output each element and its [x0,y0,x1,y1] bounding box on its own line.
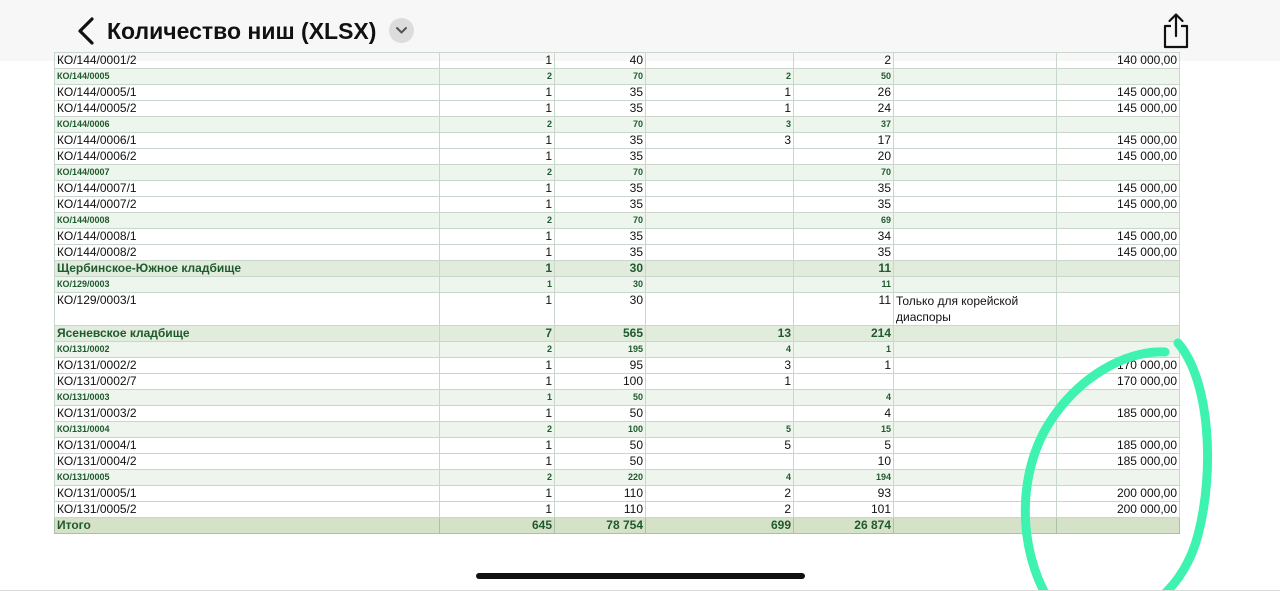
cell-capacity[interactable]: 35 [555,101,646,117]
cell-price[interactable]: 145 000,00 [1057,149,1180,165]
table-row [55,181,1180,197]
table-row [55,149,1180,165]
cell-code[interactable]: КО/131/0005/1 [55,486,440,502]
cell-occupied[interactable]: 4 [646,470,794,486]
cell-price[interactable] [1057,117,1180,133]
cell-free[interactable]: 214 [794,326,894,342]
cell-note[interactable] [894,229,1057,245]
cell-code[interactable]: КО/131/0002/2 [55,358,440,374]
cell-price[interactable]: 145 000,00 [1057,181,1180,197]
cell-count[interactable]: 1 [440,374,555,390]
cell-occupied[interactable]: 1 [646,85,794,101]
cell-code[interactable]: КО/144/0008/1 [55,229,440,245]
cell-code[interactable]: КО/131/0005 [55,470,440,486]
cell-note[interactable]: Только для корейской диаспоры [894,293,1057,326]
document-title: Количество ниш (XLSX) [107,18,377,44]
cell-note[interactable] [894,133,1057,149]
cell-count[interactable]: 1 [440,277,555,293]
table-row [55,245,1180,261]
cell-note[interactable] [894,117,1057,133]
cell-count[interactable]: 2 [440,69,555,85]
cell-price[interactable] [1057,422,1180,438]
table-row [55,85,1180,101]
cell-note[interactable] [894,213,1057,229]
share-button[interactable] [1160,12,1192,50]
cell-note[interactable] [894,470,1057,486]
cell-occupied[interactable]: 5 [646,438,794,454]
table-row [55,293,1180,326]
cell-price[interactable] [1057,213,1180,229]
cell-free[interactable]: 1 [794,358,894,374]
cell-count[interactable]: 1 [440,85,555,101]
section-row [55,261,1180,277]
cell-code[interactable]: КО/144/0006/1 [55,133,440,149]
cell-occupied[interactable]: 699 [646,518,794,534]
cell-price[interactable] [1057,326,1180,342]
cell-code[interactable]: КО/131/0004 [55,422,440,438]
cell-count[interactable]: 1 [440,293,555,326]
cell-occupied[interactable]: 1 [646,101,794,117]
cell-count[interactable]: 1 [440,229,555,245]
cell-count[interactable]: 1 [440,245,555,261]
cell-capacity[interactable]: 110 [555,502,646,518]
cell-capacity[interactable]: 35 [555,245,646,261]
cell-price[interactable]: 145 000,00 [1057,245,1180,261]
table-row [55,197,1180,213]
spreadsheet-view[interactable] [0,53,1280,591]
cell-free[interactable]: 1 [794,342,894,358]
cell-occupied[interactable] [646,229,794,245]
cell-note[interactable] [894,486,1057,502]
cell-count[interactable]: 1 [440,358,555,374]
cell-code[interactable]: КО/131/0004/2 [55,454,440,470]
cell-note[interactable] [894,390,1057,406]
cell-note[interactable] [894,197,1057,213]
cell-price[interactable]: 140 000,00 [1057,53,1180,69]
cell-note[interactable] [894,101,1057,117]
cell-count[interactable]: 645 [440,518,555,534]
cell-capacity[interactable]: 40 [555,53,646,69]
cell-occupied[interactable] [646,261,794,277]
cell-count[interactable]: 1 [440,390,555,406]
cell-occupied[interactable]: 3 [646,117,794,133]
cell-free[interactable]: 35 [794,181,894,197]
cell-note[interactable] [894,342,1057,358]
cell-free[interactable]: 24 [794,101,894,117]
table-row [55,502,1180,518]
cell-capacity[interactable]: 35 [555,181,646,197]
cell-price[interactable]: 185 000,00 [1057,406,1180,422]
cell-capacity[interactable]: 50 [555,390,646,406]
cell-capacity[interactable]: 70 [555,165,646,181]
cell-note[interactable] [894,406,1057,422]
cell-free[interactable]: 17 [794,133,894,149]
cell-code[interactable]: Ясеневское кладбище [55,326,440,342]
cell-free[interactable]: 93 [794,486,894,502]
cell-free[interactable]: 26 [794,85,894,101]
cell-code[interactable]: КО/144/0006 [55,117,440,133]
cell-count[interactable]: 1 [440,197,555,213]
cell-code[interactable]: КО/131/0003/2 [55,406,440,422]
cell-price[interactable]: 145 000,00 [1057,197,1180,213]
back-button[interactable] [70,14,104,48]
cell-price[interactable]: 200 000,00 [1057,486,1180,502]
cell-capacity[interactable]: 30 [555,261,646,277]
cell-free[interactable]: 194 [794,470,894,486]
cell-free[interactable]: 10 [794,454,894,470]
cell-capacity[interactable]: 95 [555,358,646,374]
cell-code[interactable]: КО/129/0003 [55,277,440,293]
cell-count[interactable]: 1 [440,438,555,454]
cell-free[interactable]: 101 [794,502,894,518]
cell-code[interactable]: КО/144/0007/2 [55,197,440,213]
cell-capacity[interactable]: 50 [555,454,646,470]
cell-capacity[interactable]: 50 [555,438,646,454]
cell-occupied[interactable]: 5 [646,422,794,438]
cell-free[interactable]: 35 [794,197,894,213]
cell-code[interactable]: КО/144/0007/1 [55,181,440,197]
subtotal-row [55,277,1180,293]
cell-free[interactable]: 11 [794,293,894,326]
cell-occupied[interactable] [646,277,794,293]
cell-count[interactable]: 1 [440,454,555,470]
cell-price[interactable] [1057,277,1180,293]
cell-price[interactable] [1057,518,1180,534]
cell-free[interactable] [794,374,894,390]
cell-note[interactable] [894,358,1057,374]
cell-capacity[interactable]: 70 [555,117,646,133]
table-row [55,454,1180,470]
cell-free[interactable]: 5 [794,438,894,454]
cell-note[interactable] [894,53,1057,69]
cell-capacity[interactable]: 100 [555,422,646,438]
cell-capacity[interactable]: 78 754 [555,518,646,534]
cell-capacity[interactable]: 110 [555,486,646,502]
cell-occupied[interactable] [646,213,794,229]
cell-code[interactable]: КО/144/0001/2 [55,53,440,69]
cell-note[interactable] [894,454,1057,470]
table-row [55,358,1180,374]
cell-note[interactable] [894,261,1057,277]
cell-capacity[interactable]: 35 [555,133,646,149]
cell-occupied[interactable]: 2 [646,486,794,502]
cell-price[interactable] [1057,390,1180,406]
cell-code[interactable]: КО/144/0007 [55,165,440,181]
cell-occupied[interactable] [646,181,794,197]
cell-occupied[interactable] [646,53,794,69]
cell-count[interactable]: 1 [440,486,555,502]
total-row [55,518,1180,534]
cell-capacity[interactable]: 30 [555,277,646,293]
chevron-down-icon [394,24,409,37]
cell-capacity[interactable]: 220 [555,470,646,486]
table-row [55,374,1180,390]
cell-price[interactable]: 145 000,00 [1057,85,1180,101]
cell-price[interactable] [1057,69,1180,85]
table-row [55,229,1180,245]
home-indicator[interactable] [476,573,805,579]
cell-count[interactable]: 2 [440,213,555,229]
cell-code[interactable]: КО/144/0005/2 [55,101,440,117]
cell-code[interactable]: КО/131/0004/1 [55,438,440,454]
cell-price[interactable] [1057,165,1180,181]
cell-free[interactable]: 34 [794,229,894,245]
cell-occupied[interactable]: 3 [646,358,794,374]
cell-code[interactable]: КО/131/0002/7 [55,374,440,390]
table-row [55,486,1180,502]
cell-note[interactable] [894,181,1057,197]
subtotal-row [55,470,1180,486]
cell-capacity[interactable]: 100 [555,374,646,390]
subtotal-row [55,117,1180,133]
cell-count[interactable]: 1 [440,502,555,518]
cell-free[interactable]: 50 [794,69,894,85]
cell-capacity[interactable]: 50 [555,406,646,422]
cell-free[interactable]: 35 [794,245,894,261]
cell-code[interactable]: КО/129/0003/1 [55,293,440,326]
cell-count[interactable]: 1 [440,133,555,149]
cell-count[interactable]: 2 [440,165,555,181]
cell-count[interactable]: 2 [440,342,555,358]
cell-code[interactable]: КО/144/0005 [55,69,440,85]
cell-count[interactable]: 2 [440,422,555,438]
table-row [55,133,1180,149]
cell-price[interactable]: 170 000,00 [1057,374,1180,390]
cell-count[interactable]: 7 [440,326,555,342]
cell-occupied[interactable] [646,165,794,181]
cell-code[interactable]: Итого [55,518,440,534]
share-icon [1160,12,1192,50]
cell-capacity[interactable]: 35 [555,149,646,165]
cell-count[interactable]: 1 [440,149,555,165]
cell-code[interactable]: КО/144/0008/2 [55,245,440,261]
subtotal-row [55,390,1180,406]
cell-note[interactable] [894,422,1057,438]
cell-count[interactable]: 1 [440,406,555,422]
cell-note[interactable] [894,149,1057,165]
cell-price[interactable]: 145 000,00 [1057,229,1180,245]
cell-note[interactable] [894,502,1057,518]
cell-occupied[interactable]: 13 [646,326,794,342]
cell-note[interactable] [894,438,1057,454]
cell-occupied[interactable] [646,390,794,406]
cell-occupied[interactable]: 2 [646,502,794,518]
cell-price[interactable] [1057,342,1180,358]
cell-note[interactable] [894,518,1057,534]
cell-count[interactable]: 2 [440,470,555,486]
cell-capacity[interactable]: 30 [555,293,646,326]
table-row [55,53,1180,69]
cell-code[interactable]: КО/144/0006/2 [55,149,440,165]
cell-price[interactable] [1057,470,1180,486]
cell-note[interactable] [894,69,1057,85]
chevron-left-icon [70,14,104,48]
cell-note[interactable] [894,326,1057,342]
cell-free[interactable]: 4 [794,390,894,406]
cell-occupied[interactable] [646,149,794,165]
cell-code[interactable]: Щербинское-Южное кладбище [55,261,440,277]
cell-capacity[interactable]: 35 [555,229,646,245]
cell-occupied[interactable] [646,197,794,213]
section-row [55,326,1180,342]
spreadsheet-table [54,52,1180,534]
subtotal-row [55,165,1180,181]
cell-capacity[interactable]: 35 [555,85,646,101]
cell-price[interactable] [1057,261,1180,277]
cell-count[interactable]: 1 [440,53,555,69]
cell-occupied[interactable] [646,454,794,470]
cell-code[interactable]: КО/131/0003 [55,390,440,406]
subtotal-row [55,422,1180,438]
cell-count[interactable]: 1 [440,181,555,197]
cell-free[interactable]: 11 [794,261,894,277]
cell-capacity[interactable]: 70 [555,69,646,85]
cell-note[interactable] [894,85,1057,101]
subtotal-row [55,342,1180,358]
cell-code[interactable]: КО/131/0005/2 [55,502,440,518]
cell-free[interactable]: 20 [794,149,894,165]
cell-code[interactable]: КО/144/0008 [55,213,440,229]
cell-capacity[interactable]: 195 [555,342,646,358]
cell-price[interactable]: 185 000,00 [1057,454,1180,470]
cell-occupied[interactable] [646,406,794,422]
cell-capacity[interactable]: 565 [555,326,646,342]
cell-price[interactable]: 170 000,00 [1057,358,1180,374]
cell-occupied[interactable]: 4 [646,342,794,358]
cell-free[interactable]: 69 [794,213,894,229]
cell-note[interactable] [894,277,1057,293]
cell-free[interactable]: 26 874 [794,518,894,534]
table-row [55,101,1180,117]
cell-free[interactable]: 70 [794,165,894,181]
cell-note[interactable] [894,245,1057,261]
cell-free[interactable]: 4 [794,406,894,422]
cell-occupied[interactable]: 1 [646,374,794,390]
cell-price[interactable]: 185 000,00 [1057,438,1180,454]
cell-note[interactable] [894,165,1057,181]
cell-capacity[interactable]: 35 [555,197,646,213]
cell-free[interactable]: 37 [794,117,894,133]
cell-code[interactable]: КО/144/0005/1 [55,85,440,101]
cell-count[interactable]: 1 [440,261,555,277]
cell-free[interactable]: 11 [794,277,894,293]
title-menu-button[interactable] [389,18,414,43]
cell-free[interactable]: 2 [794,53,894,69]
cell-capacity[interactable]: 70 [555,213,646,229]
cell-price[interactable]: 145 000,00 [1057,101,1180,117]
cell-count[interactable]: 2 [440,117,555,133]
subtotal-row [55,213,1180,229]
cell-code[interactable]: КО/131/0002 [55,342,440,358]
table-row [55,438,1180,454]
cell-count[interactable]: 1 [440,101,555,117]
subtotal-row [55,69,1180,85]
cell-price[interactable]: 200 000,00 [1057,502,1180,518]
cell-price[interactable]: 145 000,00 [1057,133,1180,149]
cell-occupied[interactable]: 2 [646,69,794,85]
table-row [55,406,1180,422]
cell-free[interactable]: 15 [794,422,894,438]
cell-occupied[interactable] [646,245,794,261]
cell-occupied[interactable] [646,293,794,326]
cell-occupied[interactable]: 3 [646,133,794,149]
cell-note[interactable] [894,374,1057,390]
cell-price[interactable] [1057,293,1180,326]
